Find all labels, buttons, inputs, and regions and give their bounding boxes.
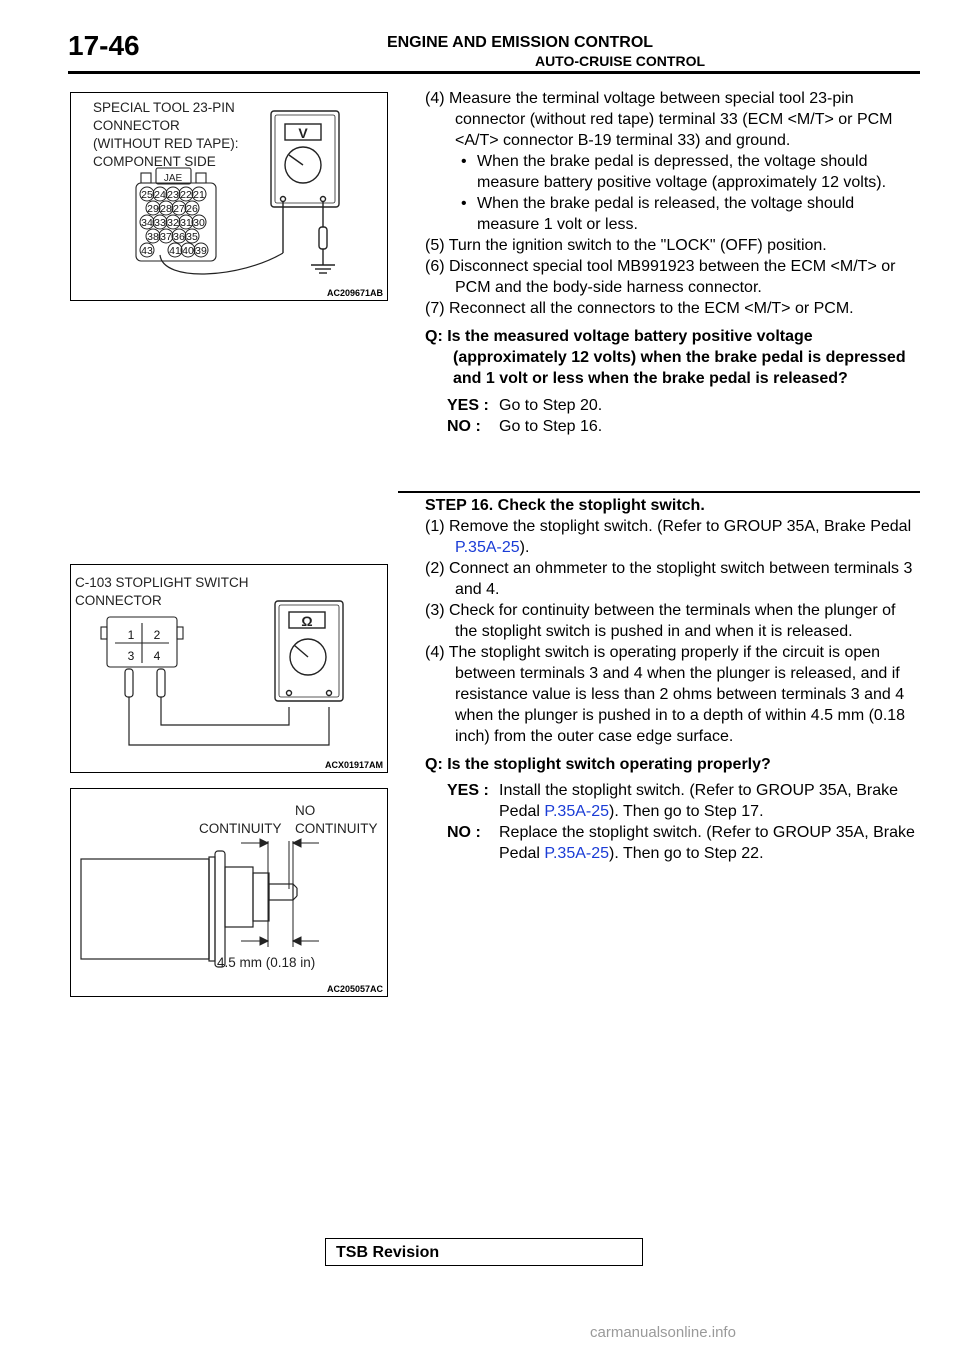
fig1-label-line4: COMPONENT SIDE [93, 154, 216, 169]
ref-link[interactable]: P.35A-25 [544, 803, 610, 820]
svg-text:43: 43 [141, 245, 153, 257]
pin-row-1 [140, 187, 206, 201]
no-key: NO : [447, 418, 481, 435]
procedure-step-5: (5) Turn the ignition switch to the "LOCK" (OFF) position. [425, 237, 827, 254]
svg-text:38: 38 [147, 231, 159, 243]
stoplight-switch-connector [101, 617, 183, 667]
procedure-step-6: (6) Disconnect special tool MB991923 between the ECM <M/T> or PCM and the body-side harness connector. [425, 258, 896, 296]
svg-text:22: 22 [180, 189, 192, 201]
svg-text:29: 29 [147, 203, 159, 215]
pin-3: 3 [127, 649, 135, 663]
yes-key: YES : [447, 782, 489, 799]
voltmeter-symbol: V [298, 125, 308, 141]
voltage-test-diagram [71, 93, 387, 300]
step-16-block [425, 495, 917, 864]
continuity-test-diagram [71, 565, 387, 772]
svg-text:35: 35 [186, 231, 198, 243]
no-continuity-label-line1: NO [295, 803, 316, 818]
yes-text: Go to Step 20. [499, 397, 603, 414]
answer-yes [425, 395, 917, 416]
fig1-label-line3: (WITHOUT RED TAPE): [93, 136, 239, 151]
pin-1: 1 [127, 628, 135, 642]
step-16-item-1: (1) Remove the stoplight switch. (Refer to GROUP 35A, Brake Pedal P.35A-25). [425, 518, 912, 556]
ohmmeter-symbol: Ω [301, 613, 313, 629]
procedure-step-7: (7) Reconnect all the connectors to the ECM <M/T> or PCM. [425, 300, 854, 317]
svg-text:28: 28 [160, 203, 172, 215]
answer-no [425, 822, 917, 864]
page-number: 17-46 [68, 30, 140, 61]
svg-text:26: 26 [186, 203, 198, 215]
continuity-label: CONTINUITY [199, 821, 282, 836]
figure-id: AC209671AB [326, 288, 383, 298]
pin-4: 4 [153, 649, 161, 663]
section-subtitle: AUTO-CRUISE CONTROL [534, 53, 706, 69]
step-16-item-2: (2) Connect an ohmmeter to the stoplight switch between terminals 3 and 4. [425, 560, 913, 598]
svg-text:41: 41 [169, 245, 181, 257]
svg-text:21: 21 [193, 189, 205, 201]
pin-2: 2 [153, 628, 161, 642]
header-rule [68, 71, 920, 74]
procedure-step-4-bullet-2: • When the brake pedal is released, the voltage should measure 1 volt or less. [425, 193, 917, 235]
plunger-depth-diagram [71, 789, 387, 996]
question-voltage: Q: Is the measured voltage battery positive voltage (approximately 12 volts) when the brake pedal is depressed and 1 volt or less when the brake pedal is released? [425, 328, 906, 387]
ref-link[interactable]: P.35A-25 [544, 845, 610, 862]
step-16-item-4: (4) The stoplight switch is operating properly if the circuit is open between terminals 3 and 4 when the plunger is released, and if resistance value is less than 2 ohms between terminals 3 and 4 when the plunger is pushed in to a depth of within 4.5 mm (0.18 inch) from the outer case edge surface. [425, 644, 906, 745]
section-title: ENGINE AND EMISSION CONTROL [386, 34, 654, 51]
step-16-item-3: (3) Check for continuity between the terminals when the plunger of the stoplight switch is pushed in and when it is released. [425, 602, 896, 640]
fig1-label-line2: CONNECTOR [93, 118, 180, 133]
figure-id: ACX01917AM [324, 760, 383, 770]
no-text: Replace the stoplight switch. (Refer to GROUP 35A, Brake Pedal P.35A-25). Then go to Step 22. [499, 824, 915, 862]
figure-continuity-test [70, 564, 388, 773]
figure-voltage-test [70, 92, 388, 301]
svg-text:23: 23 [167, 189, 179, 201]
figure-id: AC205057AC [326, 984, 383, 994]
dimension-label: 4.5 mm (0.18 in) [217, 955, 316, 970]
yes-key: YES : [447, 397, 489, 414]
svg-text:25: 25 [141, 189, 153, 201]
fig2-label-line2: CONNECTOR [75, 593, 162, 608]
pin-row-2 [146, 201, 199, 215]
procedure-block [425, 88, 917, 437]
connector-mark: JAE [163, 173, 183, 184]
figure-plunger-depth [70, 788, 388, 997]
procedure-step-4: (4) Measure the terminal voltage between special tool 23-pin connector (without red tape) terminal 33 (ECM <M/T> or PCM <A/T> connector B-19 terminal 33) and ground. [425, 90, 893, 149]
yes-text: Install the stoplight switch. (Refer to GROUP 35A, Brake Pedal P.35A-25). Then go to Step 17. [499, 782, 898, 820]
svg-text:27: 27 [173, 203, 185, 215]
svg-text:30: 30 [193, 217, 205, 229]
step-16-title: STEP 16. Check the stoplight switch. [425, 497, 705, 514]
tsb-revision-box: TSB Revision [325, 1238, 643, 1266]
svg-text:40: 40 [182, 245, 194, 257]
svg-text:39: 39 [195, 245, 207, 257]
svg-text:24: 24 [154, 189, 166, 201]
pin-row-4 [146, 229, 199, 243]
ref-link[interactable]: P.35A-25 [455, 539, 520, 556]
no-continuity-label-line2: CONTINUITY [295, 821, 378, 836]
fig2-label-line1: C-103 STOPLIGHT SWITCH [75, 575, 249, 590]
svg-text:36: 36 [173, 231, 185, 243]
test-leads [125, 669, 329, 745]
step-rule [398, 491, 920, 493]
answer-no [425, 416, 917, 437]
svg-text:34: 34 [141, 217, 153, 229]
watermark: carmanualsonline.info [590, 1324, 736, 1341]
answer-yes [425, 780, 917, 822]
svg-text:37: 37 [160, 231, 172, 243]
no-key: NO : [447, 824, 481, 841]
stoplight-switch-drawing [81, 851, 297, 967]
no-text: Go to Step 16. [499, 418, 603, 435]
svg-text:32: 32 [167, 217, 179, 229]
svg-text:31: 31 [180, 217, 192, 229]
pin-row-3 [140, 215, 206, 229]
procedure-step-4-bullet-1: • When the brake pedal is depressed, the voltage should measure battery positive voltage (approximately 12 volts). [425, 151, 917, 193]
svg-text:33: 33 [154, 217, 166, 229]
pin-row-5 [140, 243, 208, 257]
question-switch: Q: Is the stoplight switch operating properly? [425, 756, 771, 773]
fig1-label-line1: SPECIAL TOOL 23-PIN [93, 100, 235, 115]
